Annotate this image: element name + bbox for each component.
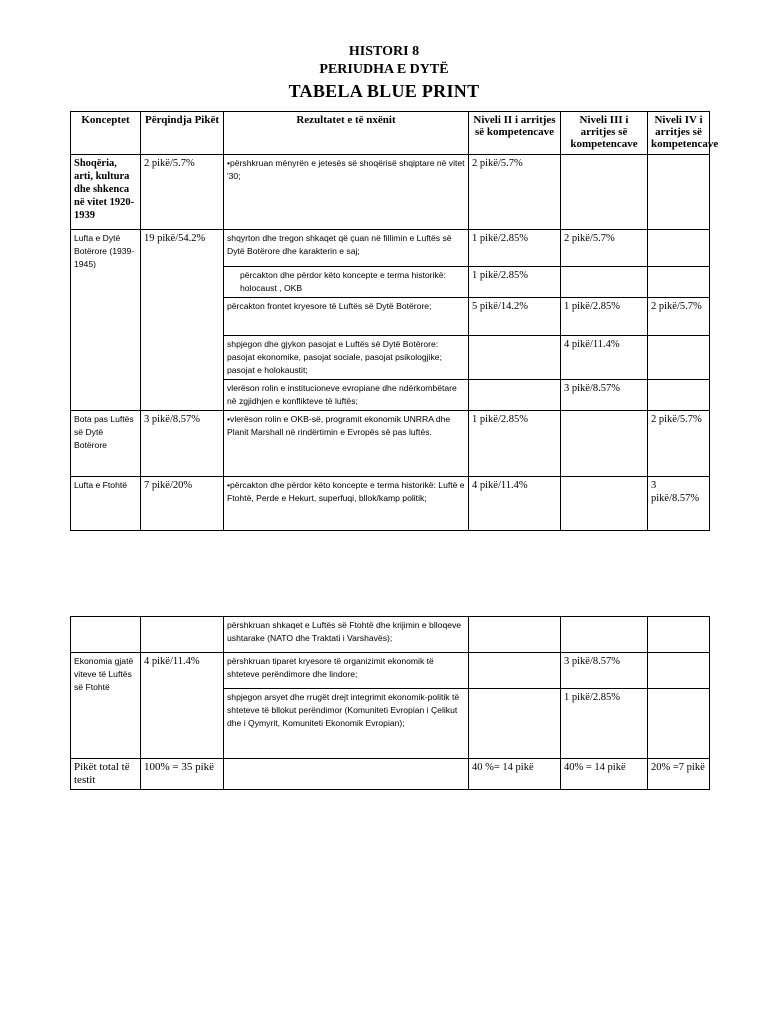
total-row [71, 759, 710, 790]
level4-cell [648, 689, 710, 759]
level2-cell [469, 653, 561, 689]
level2-cell: 1 pikë/2.85% [469, 411, 561, 477]
doc-period: PERIUDHA E DYTË [319, 62, 449, 77]
points-cell: 2 pikë/5.7% [141, 155, 224, 230]
level3-cell [561, 477, 648, 531]
level2-cell [469, 336, 561, 380]
level2-cell [469, 689, 561, 759]
concept-cell: Bota pas Luftës së Dytë Botërore [71, 411, 141, 477]
total-level4-cell: 20% =7 pikë [648, 759, 710, 790]
level2-cell: 1 pikë/2.85% [469, 267, 561, 298]
level3-cell [561, 267, 648, 298]
blueprint-table-2 [70, 616, 710, 790]
level4-cell [648, 230, 710, 267]
outcome-cell: përshkruan shkaqet e Luftës së Ftohtë dhe krijimin e blloqeve ushtarake (NATO dhe Traktati i Varshavës); [224, 617, 469, 653]
level3-cell [561, 617, 648, 653]
concept-cell: Ekonomia gjatë viteve të Luftës së Ftohtë [71, 653, 141, 759]
level4-cell [648, 155, 710, 230]
level2-cell [469, 617, 561, 653]
level3-cell: 1 pikë/2.85% [561, 298, 648, 336]
level2-cell: 1 pikë/2.85% [469, 230, 561, 267]
col-header-level3: Niveli III i arritjes së kompetencave [561, 112, 648, 155]
level4-cell: 2 pikë/5.7% [648, 411, 710, 477]
outcome-cell: shpjegon dhe gjykon pasojat e Luftës së Dytë Botërore: pasojat ekonomike, pasojat sociale, pasojat psikologjike; pasojat e holokaustit; [224, 336, 469, 380]
total-level3-cell: 40% = 14 pikë [561, 759, 648, 790]
points-cell: 4 pikë/11.4% [141, 653, 224, 759]
col-header-concepts: Konceptet [71, 112, 141, 155]
blueprint-table-1 [70, 111, 719, 531]
concept-cell: Lufta e Ftohtë [71, 477, 141, 531]
level3-cell: 4 pikë/11.4% [561, 336, 648, 380]
outcome-cell: përshkruan tiparet kryesore të organizimit ekonomik të shteteve perëndimore dhe lindore; [224, 653, 469, 689]
points-cell: 3 pikë/8.57% [141, 411, 224, 477]
level3-cell [561, 411, 648, 477]
level3-cell: 3 pikë/8.57% [561, 380, 648, 411]
table-row [71, 155, 710, 230]
level2-cell [469, 380, 561, 411]
outcome-cell: • vlerëson rolin e OKB-së, programit ekonomik UNRRA dhe Planit Marshall në rindërtimin e Evropës së pas luftës. [224, 411, 469, 477]
outcome-cell: shqyrton dhe tregon shkaqet që çuan në fillimin e Luftës së Dytë Botërore dhe karakterin e saj; [224, 230, 469, 267]
col-header-level4: Niveli IV i arritjes së kompetencave [648, 112, 710, 155]
total-level2-cell: 40 %= 14 pikë [469, 759, 561, 790]
level4-cell [648, 267, 710, 298]
outcome-cell: vlerëson rolin e institucioneve evropiane dhe ndërkombëtare në zgjidhjen e konflikteve të luftës; [224, 380, 469, 411]
level3-cell: 2 pikë/5.7% [561, 230, 648, 267]
level3-cell: 1 pikë/2.85% [561, 689, 648, 759]
table-row [71, 477, 710, 531]
total-outcome-cell [224, 759, 469, 790]
level2-cell: 4 pikë/11.4% [469, 477, 561, 531]
outcome-cell: përcakton dhe përdor këto koncepte e terma historikë: holocaust , OKB [224, 267, 469, 298]
outcome-cell: • përcakton dhe përdor këto koncepte e terma historikë: Luftë e Ftohtë, Perde e Hekurt, superfuqi, bllok/kamp politik; [224, 477, 469, 531]
points-cell: 7 pikë/20% [141, 477, 224, 531]
table-row [71, 617, 710, 653]
level2-cell: 5 pikë/14.2% [469, 298, 561, 336]
level4-cell [648, 653, 710, 689]
level4-cell: 3 pikë/8.57% [648, 477, 710, 531]
level4-cell: 2 pikë/5.7% [648, 298, 710, 336]
total-label-cell: Pikët total të testit [71, 759, 141, 790]
col-header-points: Përqindja Pikët [141, 112, 224, 155]
level3-cell: 3 pikë/8.57% [561, 653, 648, 689]
level4-cell [648, 617, 710, 653]
outcome-cell: shpjegon arsyet dhe rrugët drejt integrimit ekonomik-politik të shteteve të bllokut perëndimor (Komuniteti Evropian i Çelikut dhe i Qymyrit, Komuniteti Ekonomik Evropian); [224, 689, 469, 759]
outcome-cell: përcakton frontet kryesore të Luftës së Dytë Botërore; [224, 298, 469, 336]
concept-cell [71, 617, 141, 653]
concept-cell: Lufta e Dytë Botërore (1939-1945) [71, 230, 141, 411]
concept-cell: Shoqëria, arti, kultura dhe shkenca në vitet 1920-1939 [71, 155, 141, 230]
table-row [71, 411, 710, 477]
points-cell [141, 617, 224, 653]
outcome-cell: • përshkruan mënyrën e jetesës së shoqërisë shqiptare në vitet '30; [224, 155, 469, 230]
level2-cell: 2 pikë/5.7% [469, 155, 561, 230]
table-row [71, 653, 710, 689]
points-cell: 19 pikë/54.2% [141, 230, 224, 411]
header-row [71, 112, 710, 155]
table-row [71, 230, 710, 267]
col-header-level2: Niveli II i arritjes së kompetencave [469, 112, 561, 155]
doc-title: TABELA BLUE PRINT [288, 81, 480, 101]
level3-cell [561, 155, 648, 230]
col-header-outcomes: Rezultatet e të nxënit [224, 112, 469, 155]
level4-cell [648, 380, 710, 411]
doc-subject: HISTORI 8 [348, 44, 420, 59]
level4-cell [648, 336, 710, 380]
total-points-cell: 100% = 35 pikë [141, 759, 224, 790]
